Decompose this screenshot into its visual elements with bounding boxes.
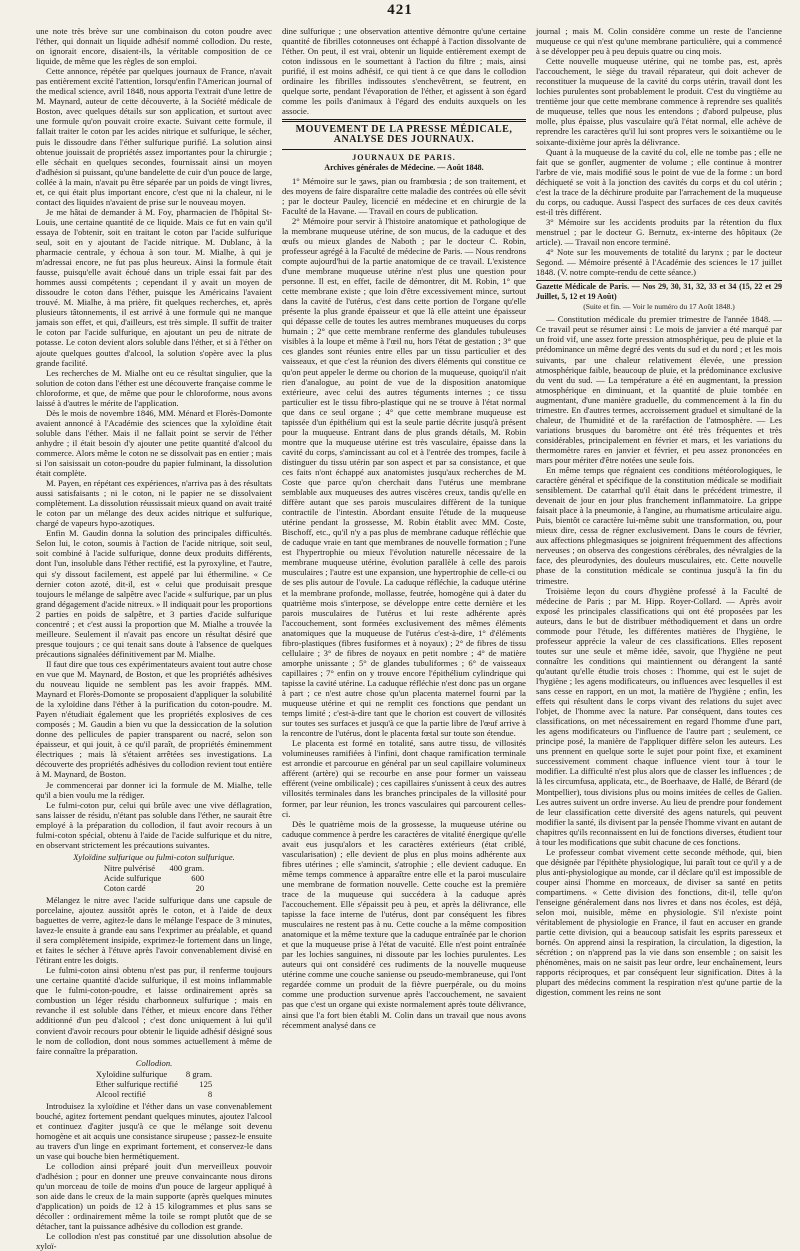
paragraph: Mélangez le nitre avec l'acide sulfurique dans une capsule de porcelaine, ajoutez aussitôt après le coton, et à l'aide de deux baguettes de verre, agitez-le dans le mélange l'espace de 3 minutes, lavez-le ensuite à grande eau sans l'exprimer au préalable, et quand il sera complètement insipide, exprimez-le fortement dans un linge, et faites le sécher à l'étuve après l'avoir convenablement divisé en l'étirant entre les doigts. xyxy=(36,894,272,966)
paragraph: Cette nouvelle muqueuse utérine, qui ne tombe pas, est, après l'accouchement, le siège du travail réparateur, qui doit achever de reconstituer la muqueuse de la cavité du corps utérin, travail dont les lochies purulentes sont probablement le produit. C'est du vingtième au trentième jour que cette membrane commence à reprendre ses qualités de muqueuse, telles que nous les entendons ; d'abord pulpeuse, plus molle, plus épaisse, plus vasculaire qu'à l'état normal, elle achève de reprendre les caractères qu'il lui sont propres vers le soixantième ou le soixante-dixième jour après la délivrance. xyxy=(536,56,782,147)
page-number: 421 xyxy=(387,2,413,18)
paragraph: Quant à la muqueuse de la cavité du col, elle ne tombe pas ; elle ne fait que se gonfler, augmenter de volume ; elle continue à montrer l'arbre de vie, mais modifié sous le point de vue de la forme : un bord déchiqueté se voit à la jonction des cavités du corps et du col utérin ; c'est la trace de la déchirure produite par l'arrachement de la muqueuse du corps, ou caduque. Aussi l'aspect des surfaces de ces deux cavités est-il très différent. xyxy=(536,146,782,217)
paragraph: Cette annonce, répétée par quelques journaux de France, n'avait pas entièrement excité l'attention, lorsqu'enfin l'American journal of the medical science, avril 1848, nous apporta l'extrait d'une lettre de M. Maynard, auteur de cette découverte, à la Société médicale de Boston, avec quelques détails sur son application, et surtout avec une formule qu'on pouvait croire exacte. Suivant cette formule, il fallait traiter le coton par les acides nitrique et sulfurique, le sécher, puis le dissoudre dans l'éther sulfurique purifié. La solution ainsi obtenue jouissait de propriétés assez importantes pour la chirurgie ; elle séchait en quelques secondes, fournissait ainsi un moyen d'adhésion si puissant, qu'une bandelette de cuir d'un pouce de large, collée à la main, n'avait pu être séparée par un poids de vingt livres, et, ce qui était plus important encore, c'est que ni la chaleur, ni le contact des liquides n'avaient de prise sur le nouveau moyen. xyxy=(36,66,272,207)
column-1 xyxy=(36,26,272,1251)
paragraph: 4° Note sur les mouvements de totalité du larynx ; par le docteur Segond. — Mémoire présenté à l'Académie des sciences le 17 juillet 1848. (V. notre compte-rendu de cette séance.) xyxy=(536,247,782,278)
quantity: 125 xyxy=(199,1078,213,1089)
paragraph: une note très brève sur une combinaison du coton poudre avec l'éther, qui donnait un liquide adhésif nommé collodion. Du reste, on ignorait encore, disaient-ils, la véritable composition de ce liquide, de même que les règles de son emploi. xyxy=(36,26,272,67)
ingredient: Xyloïdine sulfurique xyxy=(95,1068,168,1079)
paragraph: Le professeur combat vivement cette seconde méthode, qui, bien que désignée par l'épithète physiologique, lui paraît tout ce qu'il y a de plus anti-physiologique au monde, car il déclare qu'il est impossible de couper ainsi l'homme en morceaux, de diviser sa santé en petits compartimens. « Cette division des fonctions, dit-il, telle qu'on l'enseigne généralement dans nos livres et dans nos écoles, est déjà, selon moi, nuisible, même en physiologie. S'il n'existe point véritablement de physiologie en France, il faut en accuser en grande partie cette division, qui a beaucoup satisfait les esprits paresseux et bornés. On apprend ainsi la respiration, la circulation, la digestion, la sécrétion ; on n'apprend pas la vie dans son ensemble ; on saisit les phénomènes, mais on ne saisit pas leur ordre, leur enchaînement, leurs rapports réciproques, et par conséquent leur signification. Dites à la plupart des médecins comment la respiration n'est qu'une partie de la digestion, comment les reins ne sont xyxy=(536,846,782,998)
quantity: 8 xyxy=(207,1088,213,1099)
paragraph: dine sulfurique ; une observation attentive démontre qu'une certaine quantité de fibrilles cotonneuses ont échappé à l'action dissolvante de l'éther. On peut, il est vrai, obtenir un liquide entièrement exempt de coton indissous en le soumettant à l'action du filtre ; mais, ainsi purifié, il est moins adhésif, ce qui tient à ce que dans le collodion ordinaire les fibrilles indissoutes s'enchevêtrent, se feutrent, en quelque sorte, pendant l'évaporation de l'éther, et agissent à son égard comme les poils d'animaux à l'égard des enduits auxquels on les associe. xyxy=(282,26,526,117)
paragraph: Les recherches de M. Mialhe ont eu ce résultat singulier, que la solution de coton dans l'éther est une découverte française comme le chloroforme, et que, de même que pour le chloroforme, nous avons laissé à d'autres le mérite de l'application. xyxy=(36,367,272,408)
recipe-row xyxy=(92,1089,216,1099)
recipe-row xyxy=(92,1069,216,1079)
ingredient: Ether sulfurique rectifié xyxy=(95,1078,178,1089)
gazette-heading: Gazette Médicale de Paris. — Nos 29, 30, 31, 32, 33 et 34 (15, 22 et 29 Juillet, 5, 12 et 19 Août) xyxy=(536,282,782,302)
paragraph: Dès le quatrième mois de la grossesse, la muqueuse utérine ou caduque commence à perdre les caractères de vitalité énergique qu'elle avait eus jusqu'alors et les caractères extérieurs (état criblé, vascularisation) ; elle devient de plus en plus moins adhérente aux fibres utérines ; elle s'amincit, s'atrophie ; elle devient caduque. En même temps commence à apparaître entre elle et la paroi musculaire une membrane de formation nouvelle. Cette couche est la première trace de la muqueuse qui succédera à la caduque après l'accouchement. Elle s'épaissit peu à peu, et après la délivrance, elle tapisse la face interne de l'utérus, dont par conséquent les fibres musculaires ne restent pas à nu. Cette couche a la même composition anatomique et la même texture que la caduque entraînée par le chorion et que la muqueuse prise à l'état de vacuité. Elle n'est point entraînée par les lochies sanguines, ni dissoute par les lochies purulentes. Les auteurs qui ont considéré ces rudiments de la nouvelle muqueuse utérine comme une couche saniense ou pseudo-membraneuse, qui l'ont regardée comme un produit de la fièvre puerpérale, ou du moins comme une production survenue après l'accouchement, ne savaient pas que c'est un organe qui existe normalement après toute délivrance, ainsi que l'a fort bien établi M. Colin dans un travail que nous avons récemment analysé dans ce xyxy=(282,818,526,1030)
section-title: MOUVEMENT DE LA PRESSE MÉDICALE, ANALYSE DES JOURNAUX. xyxy=(295,124,513,146)
paragraph: Je commencerai par donner ici la formule de M. Mialhe, telle qu'il a bien voulu me la rédiger. xyxy=(36,779,272,800)
paragraph: Le placenta est formé en totalité, sans autre tissu, de villosités volumineuses ramifiées à l'infini, dont chaque ramification terminale est arrondie et parcourue en général par un seul capillaire volumineux afférent (artère) qui se recourbe en anse pour former un vaisseau efférent (veine ombilicale) ; ces capillaires s'unissent à ceux des autres villosités terminales dans les branches principales de la villosité pour former, par leur réunion, les troncs vasculaires qui parcourent celles-ci. xyxy=(282,738,526,819)
divider xyxy=(536,280,782,281)
paragraph: M. Payen, en répétant ces expériences, n'arriva pas à des résultats aussi satisfaisants ; ni le coton, ni le papier ne se dissolvaient complètement. La dissolution réussissait mieux quand on avait traité le coton par un mélange des deux acides nitrique et sulfurique, chargé de vapeurs hypo-azotiques. xyxy=(36,478,272,529)
paragraph: Dès le mois de novembre 1846, MM. Ménard et Florès-Domonte avaient annoncé à l'Académie des sciences que la xyloïdine était soluble dans l'éther. Mais il ne fallait point se servir de l'éther anhydre ; il était besoin d'y ajouter une petite quantité d'alcool du commerce. Alors même le coton ne se dissolvait pas en entier ; mais si l'on saisissait un coton-poudre du papier fulminant, la dissolution était complète. xyxy=(36,407,272,479)
paragraph: Je me hâtai de demander à M. Foy, pharmacien de l'hôpital St-Louis, une certaine quantité de ce liquide. Mais ce fut en vain qu'il essaya de l'obtenir, soit en traitant le coton par l'acide sulfurique seul, soit en y ajoutant de l'acide nitrique. M. Dublanc, à la pharmacie centrale, y échoua à son tour. M. Mialhe, à qui je m'adressai encore, ne fut pas plus heureux. Ainsi la formule était fausse, puisqu'elle avait échoué dans un triple essai fait par des hommes aussi compétents ; cependant il y avait un moyen de dissoudre le coton dans l'éther, puisque les Américains l'avaient trouvé. M. Mialhe, à ma prière, fit quelques recherches, et, après plusieurs tâtonnements, il est arrivé à une formule qui ne manque jamais son effet, et qui, d'ailleurs, est très simple. Il suffit de traiter le coton par l'acide sulfurique, en ajoutant un peu de nitrate de potasse. Le coton devient alors soluble dans l'éther, et si à l'éther on ajoute quelques gouttes d'alcool, la solution s'opère avec la plus grande facilité. xyxy=(36,206,272,368)
section-divider xyxy=(282,119,526,122)
ingredient: Alcool rectifié xyxy=(95,1088,146,1099)
recipe-row xyxy=(100,883,208,893)
journal-heading: JOURNAUX DE PARIS. xyxy=(352,152,456,162)
quantity: 20 xyxy=(195,882,205,893)
recipe-title: Collodion. xyxy=(135,1057,173,1068)
recipe-row xyxy=(92,1079,216,1089)
paragraph: Troisième leçon du cours d'hygiène professé à la Faculté de médecine de Paris ; par M. Hipp. Royer-Collard. — Après avoir exposé les principales classifications qui ont été proposées par les auteurs, dans le but de distribuer méthodiquement et dans un ordre commode pour l'étude, les différentes matières de l'hygiène, le professeur apprécie la valeur de ces classifications. Elles reposent toutes sur une seule et même idée, savoir, que l'hygiène ne peut connaître les conditions qui maintiennent ou dérangent la santé qu'autant qu'elle étudie trois choses : l'homme, qui est le sujet de l'hygiène ; les agens modificateurs, ou influences avec lesquelles il est sans cesse en rapport, en un mot, la matière de l'hygiène ; enfin, les effets qui résultent dans le corps vivant des relations du sujet avec l'objet, de l'homme avec la nature. Par conséquent, dans toutes ces classifications, on met nécessairement en regard l'homme d'une part, les agens modificateurs ou l'influence de l'autre part ; seulement, ce principe posé, la manière de l'appliquer diffère selon les auteurs. Les uns prennent en quelque sorte le sujet pour point fixe, et examinent successivement comment chaque influence vient tour à tour le modifier. La difficulté n'est plus alors que de classer les influences ; de là les circumfusa, applicata, etc., de Boerhaave, de Hallé, de Bérard (de Montpellier), tous divisions plus ou moins imitées de celles de Galien. Les autres suivent un ordre inverse. Au lieu de prendre pour fondement de leur classification cette diversité des agens naturels, qui peuvent modifier la santé, ils divisent par la pensée l'homme vivant en autant de chapitres qu'ils reconnaissent en lui de fonctions diverses, étudient tour à tour les modifications que subit chacune de ces fonctions. xyxy=(536,585,782,847)
column-3 xyxy=(536,26,782,1122)
paragraph: Introduisez la xyloïdine et l'éther dans un vase convenablement bouché, agitez fortement pendant quelques minutes, ajoutez l'alcool et continuez d'agiter jusqu'à ce que le mélange soit devenu homogène et ait acquis une consistance sirupeuse ; passez-le ensuite au travers d'un linge en exprimant fortement, et conservez-le dans un vase qui bouche bien hermétiquement. xyxy=(36,1100,272,1161)
paragraph: Le collodion n'est pas constitué par une dissolution absolue de xyloï- xyxy=(36,1231,272,1251)
paragraph: Il faut dire que tous ces expérimentateurs avaient tout autre chose en vue que M. Maynard, de Boston, et que les propriétés adhésives du nouveau liquide ne semblent pas les avoir frappés. MM. Maynard et Florès-Domonte se proposaient d'appliquer la solubilité de la xyloïdine dans l'éther à la purification du coton-poudre. M. Payen n'étudiait également que les propriétés explosives de ces composés ; M. Gaudin a bien vu que la dessiccation de la solution donne des pellicules de papier transparent ou nacré, selon son épaisseur, et qui jouit, à ce qu'il paraît, de propriétés éminemment électriques ; mais là s'étaient arrêtées ses investigations. La découverte des propriétés adhésives du collodion revient tout entière à M. Maynard, de Boston. xyxy=(36,658,272,780)
recipe-row xyxy=(100,873,208,883)
paragraph: Le fulmi-coton ainsi obtenu n'est pas pur, il renferme toujours une certaine quantité d'acide sulfurique, il est moins inflammable que le fulmi-coton-poudre, et laisse ordinairement après sa combustion un léger résidu charbonneux sulfurique ; mais en revanche il est soluble dans l'éther, et mieux encore dans l'éther additionné d'un peu d'alcool ; c'est donc uniquement à lui qu'il convient d'avoir recours pour obtenir le liquide adhésif désigné sous le nom de collodion, dont nous sommes actuellement à même de faire connaître la préparation. xyxy=(36,965,272,1056)
paragraph: 3° Mémoire sur les accidents produits par la rétention du flux menstruel ; par le docteur G. Bernutz, ex-interne des hôpitaux (2e article). — Travail non encore terminé. xyxy=(536,216,782,247)
paragraph: 1° Mémoire sur le ʒaws, pian ou frambœsia ; de son traitement, et des moyens de faire disparaître cette maladie des contrées où elle sévit ; par le docteur Pauley, licencié en médecine et en chirurgie de la Faculté de la Havane. — Travail en cours de publication. xyxy=(282,175,526,216)
quantity: 8 gram. xyxy=(185,1068,213,1079)
paragraph: En même temps que régnaient ces conditions météorologiques, le caractère général et spécifique de la constitution médicale se modifiait sensiblement. De catarrhal qu'il était dans le précédent trimestre, il devenait de jour en jour plus franchement inflammatoire. La grippe faisait place à la pneumonie, à l'angine, au rhumatisme articulaire aigu. Puis, bientôt ce caractère lui-même subit une transformation, ou, pour mieux dire, cessa de régner exclusivement. Dans le cours de février, aux affections phlegmasiques se joignirent fréquemment des affections nerveuses ; on observa des congestions cérébrales, des névralgies de la face, des pleurodynies, des douleurs musculaires, etc. Cette nouvelle phase de la constitution médicale se continua jusqu'à la fin du trimestre. xyxy=(536,465,782,586)
recipe-title: Xyloïdine sulfurique ou fulmi-coton sulfurique. xyxy=(73,851,235,862)
journal-subheading: Archives générales de Médecine. — Août 1848. xyxy=(324,162,484,172)
ingredient: Coton cardé xyxy=(103,882,146,893)
column-2 xyxy=(282,26,526,1122)
quantity: 400 gram. xyxy=(169,862,205,873)
gazette-subheading: (Suite et fin. — Voir le numéro du 17 Août 1848.) xyxy=(583,302,735,312)
paragraph: — Constitution médicale du premier trimestre de l'année 1848. — Ce travail peut se résumer ainsi : Le mois de janvier a été marqué par un froid vif, une assez forte pression atmosphérique, peu de pluie et la prédominance un même degré des vents du sud et du nord ; et les mois suivants, par une chaleur relativement élevée, une pression atmosphérique faible, beaucoup de pluie, et la prédominance exclusive du vent du sud. — La température a été en augmentant, la pression atmosphérique en diminuant, et la quantité de pluie tombée en augmentant, d'une manière graduelle, du commencement à la fin du trimestre. En d'autres termes, accroissement graduel et simultané de la chaleur, de l'humidité et de la raréfaction de l'atmosphère. — Les variations brusques du baromètre ont été très fréquentes et très considérables, principalement en février et mars, et les variations du thermomètre rares en janvier et février, et peu assez prononcées en mars pour mériter d'être notées une seule fois. xyxy=(536,314,782,465)
paragraph: Enfin M. Gaudin donna la solution des principales difficultés. Selon lui, le coton, soumis à l'action de l'acide nitrique, soit seul, soit combiné à l'acide sulfurique, donne deux produits différents, dont l'un, insoluble dans l'éther rectifié, est la pyroxyline, et l'autre, qui s'y dissout facilement, est appelé par lui éthermiline. « Ce dernier coton azoté, dit-il, est « celui que produisait presque toujours le mélange de salpêtre avec l'acide « sulfurique, par un plus grand dégagement d'acide nitreux. » Il indiquait pour les proportions 2 parties en poids de salpêtre, et 3 parties d'acide sulfurique concentré ; et c'est aussi la proportion que M. Mialhe a trouvée la meilleure. Seulement il n'avait pas encore un résultat désiré que presque toujours ; ce qui tenait sans doute à l'absence de quelques précautions signalées définitivement par M. Mialhe. xyxy=(36,528,272,659)
paragraph: 2° Mémoire pour servir à l'histoire anatomique et pathologique de la membrane muqueuse utérine, de son mucus, de la caduque et des œufs ou mieux glandes de Naboth ; par le docteur C. Robin, professeur agrégé à la Faculté de médecine de Paris. — Nous rendrons compte aujourd'hui de la partie anatomique de ce travail. L'existence d'une membrane muqueuse utérine n'est plus une question pour personne. Il est, en effet, facile de démontrer, dit M. Robin, 1° que cette membrane existe ; que loin d'être excessivement mince, surtout dans la cavité de l'utérus, c'est dans cette portion de l'organe qu'elle présente la plus grande épaisseur et que là elle atteint une épaisseur qui dépasse celle de toutes les autres membranes muqueuses du corps humain ; 2° que cette membrane renferme des glandules tubuleuses visibles à la loupe et même à l'œil nu, hors l'état de gestation ; 3° que ces glandes sont réunies entre elles par un tissu particulier et des vaisseaux, et que c'est la réunion des divers éléments qui constitue ce qu'on peut appeler le derme ou chorion de la muqueuse, quoiqu'il n'ait rien d'analogue, au point de vue de la disposition anatomique extérieure, avec celui des autres téguments internes ; ce tissu particulier est le tissu fibro-plastique qui ne se trouve à l'état normal que dans ce seul organe ; 4° que cette membrane muqueuse est tapissée d'un épithélium qui est la seule partie décrite jusqu'à présent pour la muqueuse. Entrant dans de plus grands détails, M. Robin montre que la muqueuse utérine est très vasculaire, épaisse dans la cavité du corps, s'amincissant au col et à l'entrée des trompes, facile à distinguer du tissu utérin par son aspect et par sa consistance, et que ces faits n'ont échappé aux anatomistes jusqu'aux recherches de M. Coste que parce qu'on cherchait dans l'utérus une membrane semblable aux muqueuses des autres viscères creux, tandis qu'elle en diffère autant que ses parois musculaires diffèrent de la tunique contractile de l'intestin. Abordant ensuite l'étude de la muqueuse utérine pendant la grossesse, M. Robin établit avec MM. Coste, Bischoff, etc., qu'il n'y a pas plus de membrane caduque réfléchie que de caduque vraie en tant que membranes de nouvelle formation ; l'une est l'hypertrophie ou mieux l'évolution naturelle nécessaire de la membrane muqueuse utérine, évolution parallèle à celle des parois musculaires ; l'autre est une expansion, une hypertrophie de celle-ci ou de ses plis autour de l'ovule. La caduque réfléchie, la caduque utérine et la membrane profonde, mollasse, feutrée, homogène qui à dater du quatrième mois s'interpose, se développe entre cette dernière et les parois musculaires de l'utérus et lui reste adhérente après l'accouchement, sont formées exclusivement des mêmes éléments anatomiques que la muqueuse de l'utérus c'est-à-dire, 1° d'éléments fibro-plastiques (fibres fusiformes et à noyaux) ; 2° de fibres de tissu cellulaire ; 3° de fibres de noyaux en petit nombre ; 4° de matière amorphe unissante ; 5° de glandes tubuliformes ; 6° de vaisseaux capillaires ; 7° enfin on y trouve encore l'épithélium cylindrique qui tapisse la cavité utérine. La caduque réfléchie n'est donc pas un organe à part ; ce n'est autre chose qu'un placenta maternel fourni par la muqueuse utérine et qui ne remplit ces fonctions que pendant un temps limité ; c'est-à-dire tant que le chorion est couvert de villosités sur toutes ses surfaces et jusqu'à ce que la partie libre de l'œuf arrive à la rencontre de l'utérus, dont le placenta fœtal sur toute son étendue. xyxy=(282,215,526,739)
paragraph: Le collodion ainsi préparé jouit d'un merveilleux pouvoir d'adhésion ; pour en donner une preuve convaincante nous dirons qu'un morceau de toile de moins d'un pouce de largeur appliqué à son aide dans le creux de la main supporte (après quelques minutes d'application) un poids de 12 à 15 kilogrammes et plus sans se décoller : ordinairement même la toile se rompt plutôt que de se détacher, tant la puissance adhésive du collodion est grande. xyxy=(36,1160,272,1232)
paragraph: journal ; mais M. Colin considère comme un reste de l'ancienne muqueuse ce qui n'est qu'une membrane particulière, qui a commencé à se développer peu à peu depuis quatre ou cinq mois. xyxy=(536,26,782,57)
recipe-table xyxy=(92,1069,216,1099)
recipe-table xyxy=(100,863,208,893)
recipe-row xyxy=(100,863,208,873)
paragraph: Le fulmi-coton pur, celui qui brûle avec une vive déflagration, sans laisser de résidu, n'étant pas soluble dans l'éther, ne saurait être employé à la préparation du collodion, il faut avoir recours à un fulmi-coton spécial, obtenu à l'aide de l'acide sulfurique et du nitre, en observant strictement les précautions suivantes. xyxy=(36,799,272,850)
ingredient: Acide sulfurique xyxy=(103,872,162,883)
ingredient: Nitre pulvérisé xyxy=(103,862,156,873)
quantity: 600 xyxy=(191,872,205,883)
divider xyxy=(282,149,526,150)
